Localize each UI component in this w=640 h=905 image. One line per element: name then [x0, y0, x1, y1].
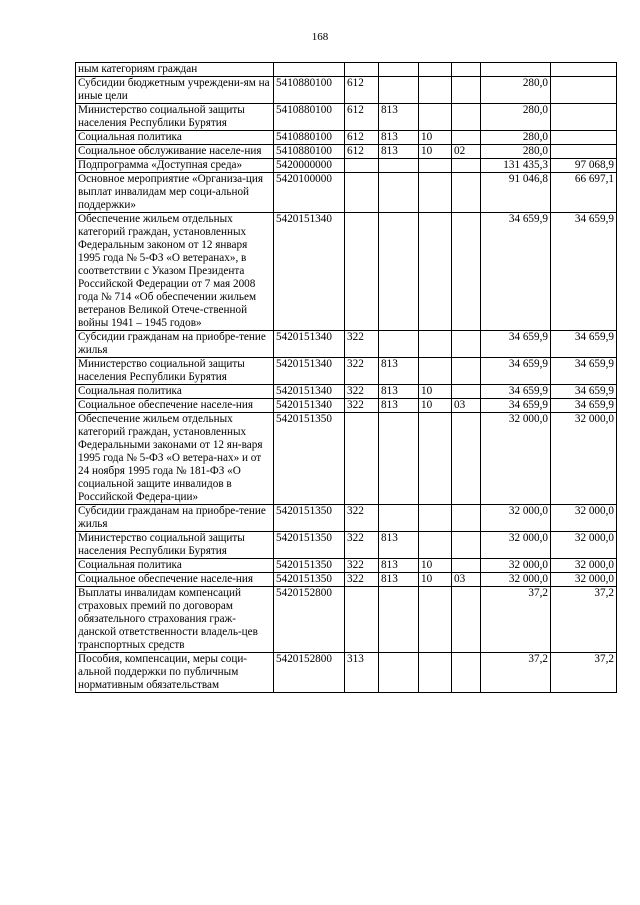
amount-year1-cell: 32 000,0 [481, 413, 551, 505]
section-cell [419, 159, 452, 173]
target-code-cell: 5420151350 [274, 559, 345, 573]
ministry-code-cell: 813 [379, 131, 419, 145]
table-row [76, 532, 617, 559]
subsection-cell: 03 [452, 399, 481, 413]
amount-year2-cell: 32 000,0 [551, 532, 617, 559]
ministry-code-cell [379, 331, 419, 358]
section-cell [419, 213, 452, 331]
table-row [76, 63, 617, 77]
ministry-code-cell: 813 [379, 145, 419, 159]
ministry-code-cell: 813 [379, 532, 419, 559]
ministry-code-cell: 813 [379, 399, 419, 413]
target-code-cell: 5420152800 [274, 653, 345, 693]
subsection-cell [452, 413, 481, 505]
subsection-cell [452, 213, 481, 331]
page-number: 168 [311, 31, 329, 43]
section-cell: 10 [419, 399, 452, 413]
table-row [76, 587, 617, 653]
section-cell: 10 [419, 573, 452, 587]
expense-type-cell: 322 [345, 532, 379, 559]
amount-year2-cell: 32 000,0 [551, 413, 617, 505]
target-code-cell: 5420151340 [274, 399, 345, 413]
expense-type-cell: 612 [345, 77, 379, 104]
target-code-cell: 5420151340 [274, 385, 345, 399]
expense-type-cell: 322 [345, 358, 379, 385]
expense-type-cell: 313 [345, 653, 379, 693]
budget-table [75, 62, 617, 693]
amount-year1-cell: 37,2 [481, 653, 551, 693]
amount-year2-cell [551, 145, 617, 159]
amount-year1-cell: 32 000,0 [481, 573, 551, 587]
section-cell [419, 104, 452, 131]
table-row [76, 77, 617, 104]
expense-type-cell: 322 [345, 573, 379, 587]
target-code-cell: 5420151350 [274, 532, 345, 559]
ministry-code-cell: 813 [379, 104, 419, 131]
section-cell [419, 532, 452, 559]
amount-year2-cell [551, 131, 617, 145]
ministry-code-cell [379, 77, 419, 104]
ministry-code-cell [379, 173, 419, 213]
amount-year1-cell: 32 000,0 [481, 505, 551, 532]
target-code-cell: 5410880100 [274, 77, 345, 104]
amount-year1-cell: 32 000,0 [481, 559, 551, 573]
table-row [76, 413, 617, 505]
target-code-cell: 5420151350 [274, 413, 345, 505]
amount-year2-cell [551, 77, 617, 104]
expense-type-cell [345, 173, 379, 213]
amount-year1-cell [481, 63, 551, 77]
section-cell [419, 505, 452, 532]
expense-type-cell: 322 [345, 385, 379, 399]
amount-year1-cell: 34 659,9 [481, 213, 551, 331]
target-code-cell: 5420151340 [274, 213, 345, 331]
amount-year1-cell: 32 000,0 [481, 532, 551, 559]
row-name-cell: Социальная политика [76, 559, 274, 573]
subsection-cell [452, 559, 481, 573]
expense-type-cell: 322 [345, 331, 379, 358]
target-code-cell [274, 63, 345, 77]
ministry-code-cell: 813 [379, 559, 419, 573]
row-name-cell: Министерство социальной защиты населения Республики Бурятия [76, 358, 274, 385]
expense-type-cell: 612 [345, 131, 379, 145]
amount-year2-cell: 37,2 [551, 653, 617, 693]
row-name-cell: Министерство социальной защиты населения Республики Бурятия [76, 104, 274, 131]
table-row [76, 145, 617, 159]
amount-year2-cell: 32 000,0 [551, 505, 617, 532]
expense-type-cell [345, 413, 379, 505]
amount-year1-cell: 37,2 [481, 587, 551, 653]
amount-year2-cell: 97 068,9 [551, 159, 617, 173]
row-name-cell: Социальное обеспечение населе-ния [76, 399, 274, 413]
amount-year2-cell: 34 659,9 [551, 358, 617, 385]
section-cell [419, 413, 452, 505]
amount-year2-cell: 66 697,1 [551, 173, 617, 213]
target-code-cell: 5420151340 [274, 358, 345, 385]
table-row [76, 358, 617, 385]
table-body [76, 63, 617, 693]
ministry-code-cell: 813 [379, 385, 419, 399]
amount-year1-cell: 34 659,9 [481, 358, 551, 385]
amount-year1-cell: 280,0 [481, 131, 551, 145]
subsection-cell [452, 159, 481, 173]
expense-type-cell [345, 159, 379, 173]
subsection-cell [452, 77, 481, 104]
expense-type-cell: 612 [345, 145, 379, 159]
ministry-code-cell [379, 413, 419, 505]
subsection-cell [452, 173, 481, 213]
section-cell [419, 331, 452, 358]
row-name-cell: Пособия, компенсации, меры соци-альной поддержки по публичным нормативным обязательствам [76, 653, 274, 693]
target-code-cell: 5420151350 [274, 505, 345, 532]
section-cell [419, 173, 452, 213]
section-cell: 10 [419, 385, 452, 399]
row-name-cell: Субсидии гражданам на приобре-тение жилья [76, 331, 274, 358]
row-name-cell: Социальная политика [76, 385, 274, 399]
ministry-code-cell [379, 159, 419, 173]
amount-year1-cell: 91 046,8 [481, 173, 551, 213]
subsection-cell: 03 [452, 573, 481, 587]
row-name-cell: Социальное обслуживание населе-ния [76, 145, 274, 159]
subsection-cell [452, 505, 481, 532]
table-row [76, 653, 617, 693]
amount-year1-cell: 131 435,3 [481, 159, 551, 173]
target-code-cell: 5420100000 [274, 173, 345, 213]
target-code-cell: 5420151350 [274, 573, 345, 587]
subsection-cell [452, 653, 481, 693]
subsection-cell [452, 358, 481, 385]
ministry-code-cell: 813 [379, 573, 419, 587]
target-code-cell: 5410880100 [274, 145, 345, 159]
amount-year1-cell: 280,0 [481, 145, 551, 159]
row-name-cell: Выплаты инвалидам компенсаций страховых премий по договорам обязательного страхования граж-данской ответственности владель-цев транспортных средств [76, 587, 274, 653]
target-code-cell: 5420151340 [274, 331, 345, 358]
section-cell [419, 653, 452, 693]
section-cell [419, 77, 452, 104]
target-code-cell: 5420152800 [274, 587, 345, 653]
table-row [76, 385, 617, 399]
amount-year1-cell: 280,0 [481, 77, 551, 104]
table-row [76, 505, 617, 532]
table-row [76, 104, 617, 131]
ministry-code-cell [379, 63, 419, 77]
subsection-cell [452, 532, 481, 559]
row-name-cell: Субсидии бюджетным учреждени-ям на иные цели [76, 77, 274, 104]
section-cell [419, 63, 452, 77]
table-row [76, 173, 617, 213]
row-name-cell: Социальное обеспечение населе-ния [76, 573, 274, 587]
table-row [76, 399, 617, 413]
amount-year2-cell: 34 659,9 [551, 331, 617, 358]
section-cell: 10 [419, 145, 452, 159]
table-row [76, 559, 617, 573]
row-name-cell: Обеспечение жильем отдельных категорий граждан, установленных Федеральным законом от 12 января 1995 года № 5-ФЗ «О ветеранах», в соответствии с Указом Президента Российской Федерации от 7 мая 2008 года № 714 «Об обеспечении жильем ветеранов Великой Отече-ственной войны 1941 – 1945 годов» [76, 213, 274, 331]
target-code-cell: 5420000000 [274, 159, 345, 173]
amount-year1-cell: 34 659,9 [481, 331, 551, 358]
table-row [76, 331, 617, 358]
subsection-cell [452, 331, 481, 358]
expense-type-cell: 322 [345, 559, 379, 573]
expense-type-cell [345, 63, 379, 77]
amount-year1-cell: 34 659,9 [481, 399, 551, 413]
amount-year1-cell: 280,0 [481, 104, 551, 131]
table-row [76, 131, 617, 145]
row-name-cell: Социальная политика [76, 131, 274, 145]
amount-year2-cell: 32 000,0 [551, 559, 617, 573]
target-code-cell: 5410880100 [274, 131, 345, 145]
subsection-cell [452, 385, 481, 399]
expense-type-cell: 612 [345, 104, 379, 131]
table-row [76, 573, 617, 587]
amount-year2-cell: 34 659,9 [551, 385, 617, 399]
row-name-cell: Субсидии гражданам на приобре-тение жилья [76, 505, 274, 532]
subsection-cell: 02 [452, 145, 481, 159]
table-row [76, 213, 617, 331]
row-name-cell: Подпрограмма «Доступная среда» [76, 159, 274, 173]
section-cell [419, 587, 452, 653]
row-name-cell: Обеспечение жильем отдельных категорий граждан, установленных Федеральными законами от 12 ян-варя 1995 года № 5-ФЗ «О ветера-нах» и от 24 ноября 1995 года № 181-ФЗ «О социальной защите инвалидов в Российской Федера-ции» [76, 413, 274, 505]
expense-type-cell: 322 [345, 399, 379, 413]
table-row [76, 159, 617, 173]
subsection-cell [452, 104, 481, 131]
section-cell [419, 358, 452, 385]
amount-year2-cell [551, 104, 617, 131]
section-cell: 10 [419, 559, 452, 573]
ministry-code-cell [379, 653, 419, 693]
expense-type-cell [345, 587, 379, 653]
amount-year2-cell: 34 659,9 [551, 399, 617, 413]
row-name-cell: Основное мероприятие «Организа-ция выплат инвалидам мер соци-альной поддержки» [76, 173, 274, 213]
row-name-cell: ным категориям граждан [76, 63, 274, 77]
expense-type-cell: 322 [345, 505, 379, 532]
section-cell: 10 [419, 131, 452, 145]
ministry-code-cell [379, 587, 419, 653]
expense-type-cell [345, 213, 379, 331]
ministry-code-cell: 813 [379, 358, 419, 385]
amount-year2-cell: 37,2 [551, 587, 617, 653]
subsection-cell [452, 131, 481, 145]
amount-year1-cell: 34 659,9 [481, 385, 551, 399]
subsection-cell [452, 63, 481, 77]
amount-year2-cell: 34 659,9 [551, 213, 617, 331]
target-code-cell: 5410880100 [274, 104, 345, 131]
ministry-code-cell [379, 213, 419, 331]
subsection-cell [452, 587, 481, 653]
row-name-cell: Министерство социальной защиты населения Республики Бурятия [76, 532, 274, 559]
ministry-code-cell [379, 505, 419, 532]
amount-year2-cell: 32 000,0 [551, 573, 617, 587]
amount-year2-cell [551, 63, 617, 77]
